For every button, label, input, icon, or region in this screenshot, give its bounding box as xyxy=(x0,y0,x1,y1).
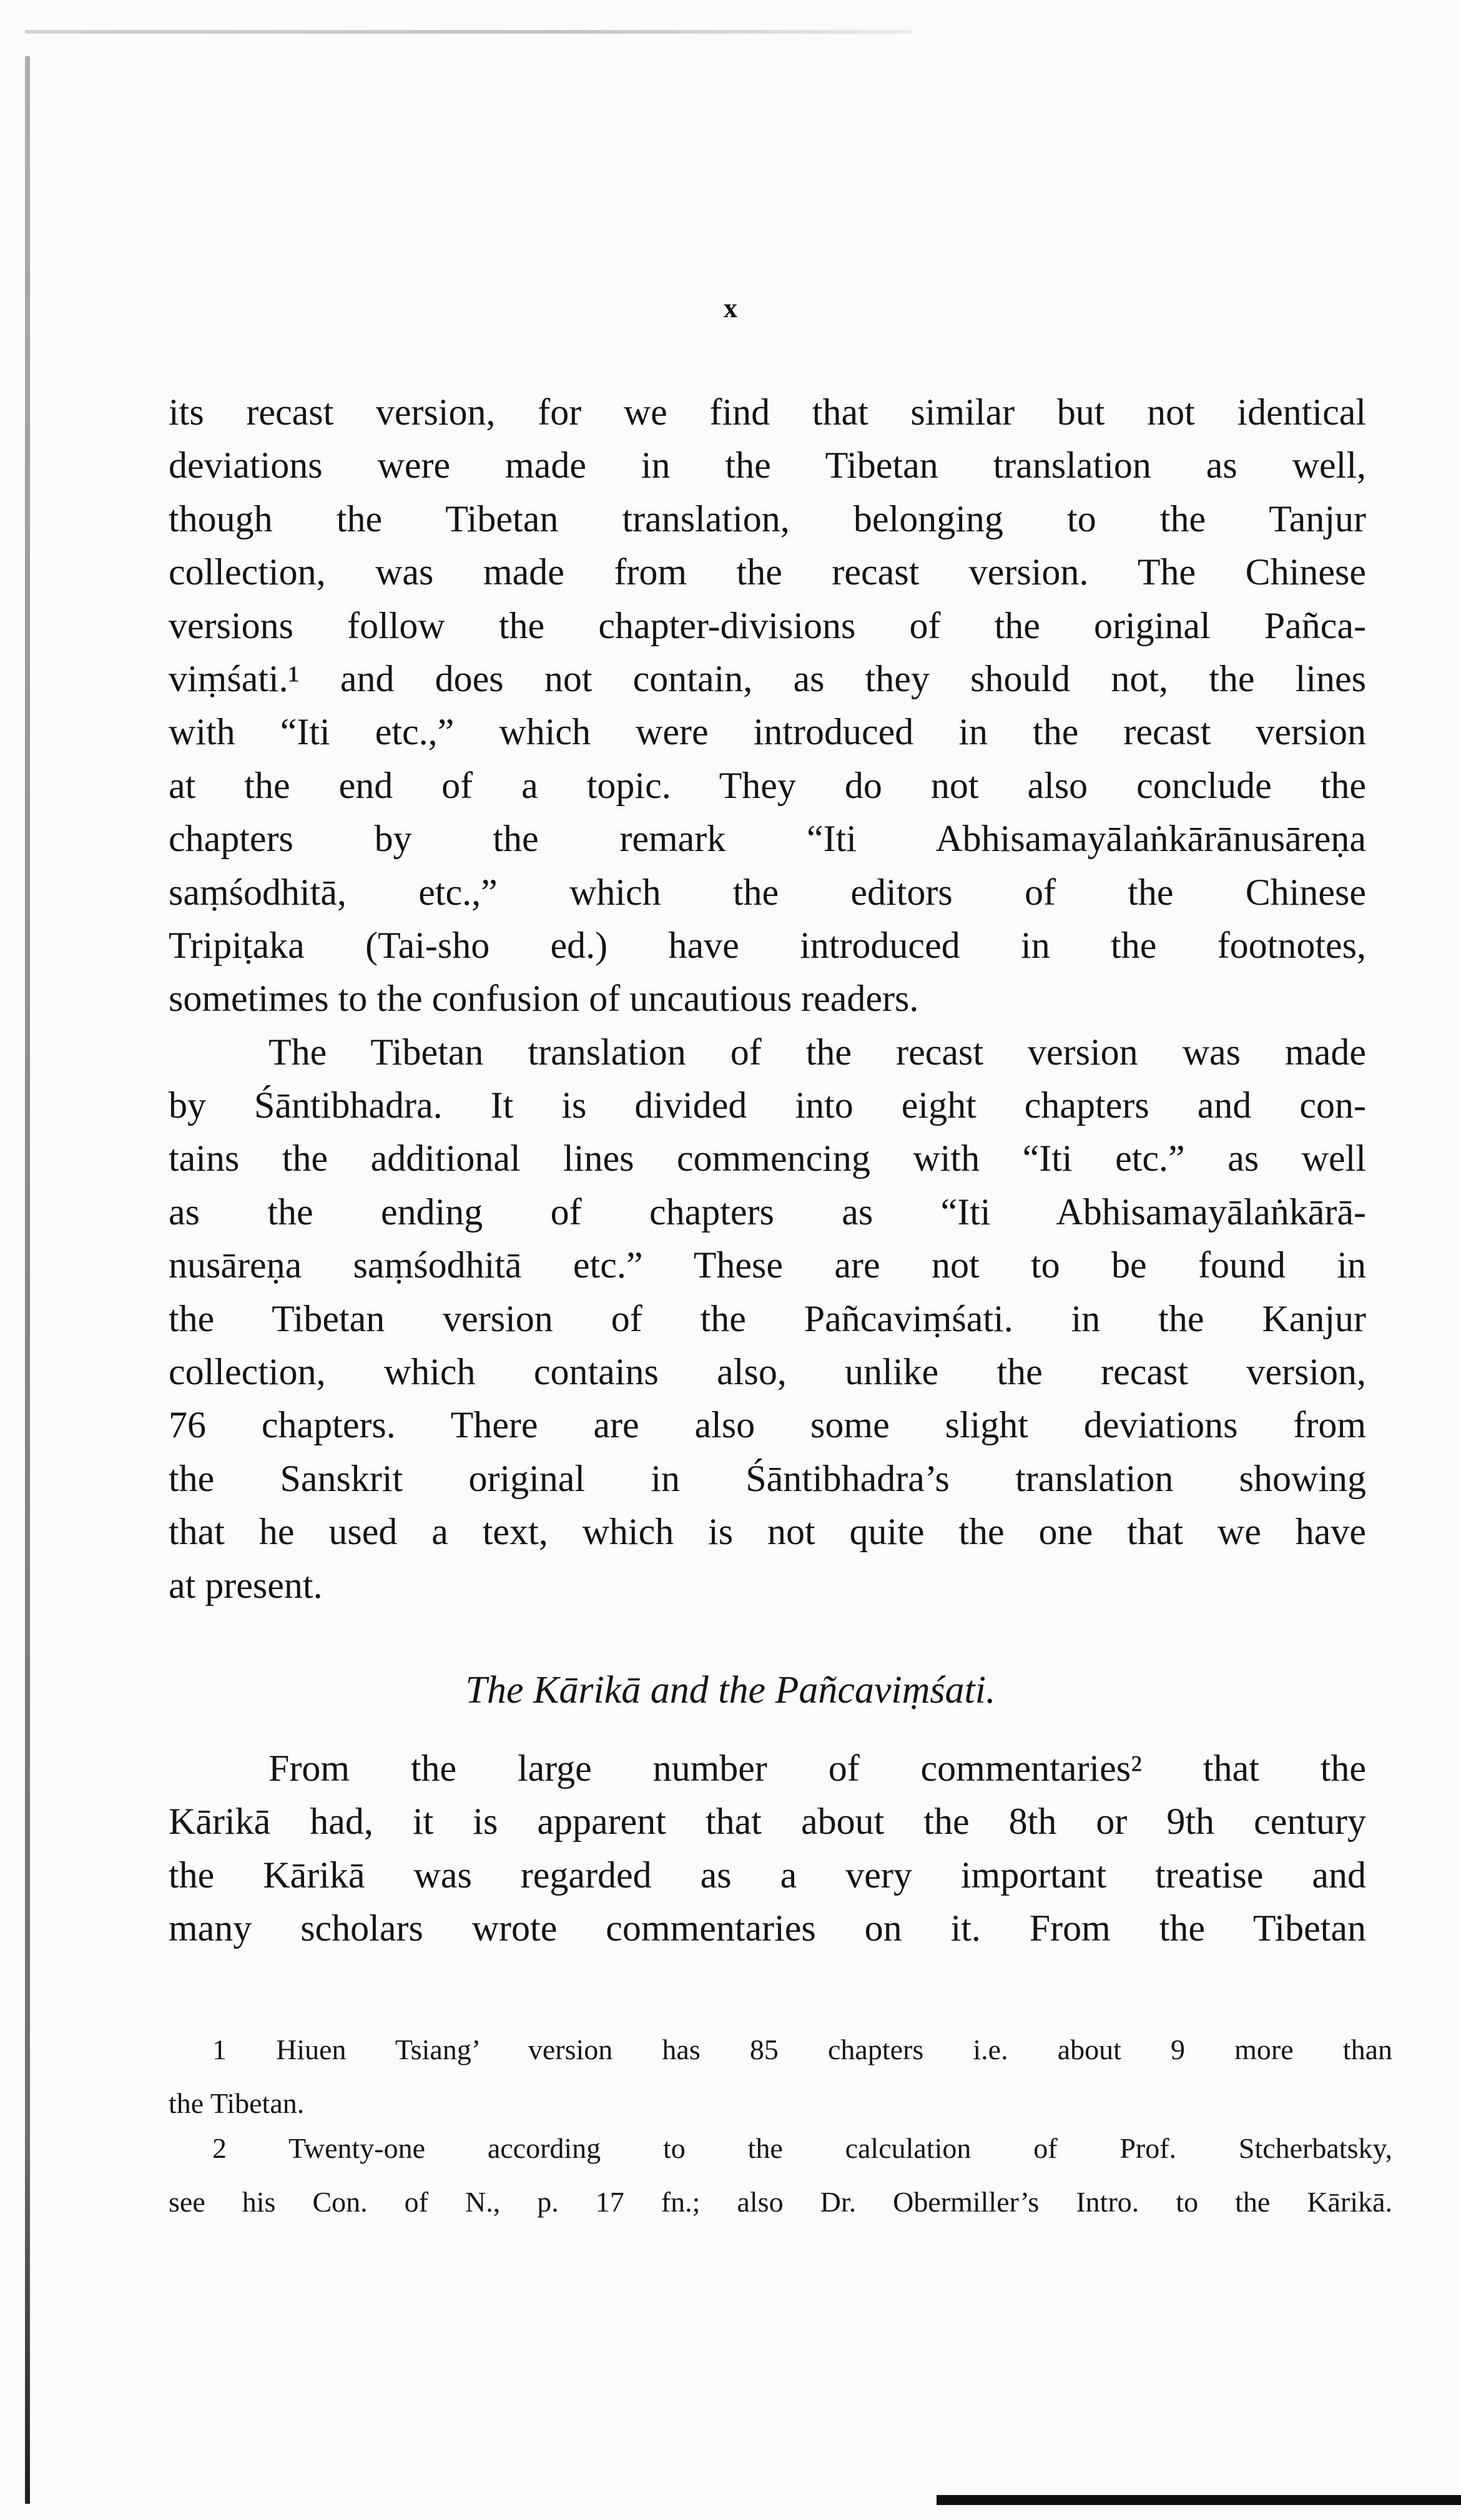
text-line: as the ending of chapters as “Iti Abhisamayālaṅkārā- xyxy=(169,1191,1366,1233)
text-line: with “Iti etc.,” which were introduced in the recast version xyxy=(169,711,1366,753)
footnote-2 xyxy=(169,2122,1392,2229)
text-line: the Tibetan version of the Pañcaviṃśati. in the Kanjur xyxy=(169,1297,1366,1339)
text-line: tains the additional lines commencing with “Iti etc.” as well xyxy=(169,1138,1366,1179)
text-line: at present. xyxy=(169,1564,323,1606)
main-text xyxy=(169,386,1366,1612)
text-line: nusāreṇa saṃśodhitā etc.” These are not to be found in xyxy=(169,1244,1366,1286)
text-line: at the end of a topic. They do not also conclude the xyxy=(169,764,1366,806)
section-text xyxy=(169,1742,1366,1956)
text-line: the Kārikā was regarded as a very important treatise and xyxy=(169,1854,1366,1896)
text-line: viṃśati.¹ and does not contain, as they should not, the lines xyxy=(169,657,1366,699)
scan-edge-top xyxy=(25,30,912,34)
section-heading: The Kārikā and the Pañcaviṃśati. xyxy=(465,1669,996,1711)
footnote-line: 1 Hiuen Tsiang’ version has 85 chapters i.e. about 9 more than xyxy=(212,2034,1392,2065)
footnote-line: see his Con. of N., p. 17 fn.; also Dr. Obermiller’s Intro. to the Kārikā. xyxy=(169,2186,1392,2218)
text-line: though the Tibetan translation, belonging to the Tanjur xyxy=(169,498,1366,539)
scan-edge-left xyxy=(25,56,30,2504)
text-line: that he used a text, which is not quite the one that we have xyxy=(169,1511,1366,1553)
scan-edge-bottom xyxy=(937,2495,1461,2505)
text-line: saṃśodhitā, etc.,” which the editors of the Chinese xyxy=(169,871,1366,913)
footnote-line: 2 Twenty-one according to the calculation of Prof. Stcherbatsky, xyxy=(212,2132,1392,2164)
text-line: From the large number of commentaries² that the xyxy=(268,1748,1366,1789)
footnote-1 xyxy=(169,2023,1392,2130)
footnote-line: the Tibetan. xyxy=(169,2087,305,2119)
text-line: sometimes to the confusion of uncautious readers. xyxy=(169,978,919,1020)
text-line: collection, was made from the recast version. The Chinese xyxy=(169,551,1366,593)
text-line: by Śāntibhadra. It is divided into eight chapters and con- xyxy=(169,1085,1366,1126)
text-line: collection, which contains also, unlike the recast version, xyxy=(169,1351,1366,1393)
text-line: The Tibetan translation of the recast version was made xyxy=(268,1031,1366,1073)
text-line: its recast version, for we find that similar but not identical xyxy=(169,391,1366,433)
text-line: chapters by the remark “Iti Abhisamayālaṅkārānusāreṇa xyxy=(169,818,1366,860)
text-line: Tripiṭaka (Tai-sho ed.) have introduced in the footnotes, xyxy=(169,924,1366,966)
text-line: the Sanskrit original in Śāntibhadra’s translation showing xyxy=(169,1457,1366,1499)
text-line: many scholars wrote commentaries on it. From the Tibetan xyxy=(169,1907,1366,1949)
text-line: versions follow the chapter-divisions of the original Pañca- xyxy=(169,604,1366,646)
text-line: 76 chapters. There are also some slight deviations from xyxy=(169,1404,1366,1446)
text-line: Kārikā had, it is apparent that about the 8th or 9th century xyxy=(169,1801,1366,1843)
text-line: deviations were made in the Tibetan translation as well, xyxy=(169,445,1366,486)
page-number: x xyxy=(724,293,737,323)
